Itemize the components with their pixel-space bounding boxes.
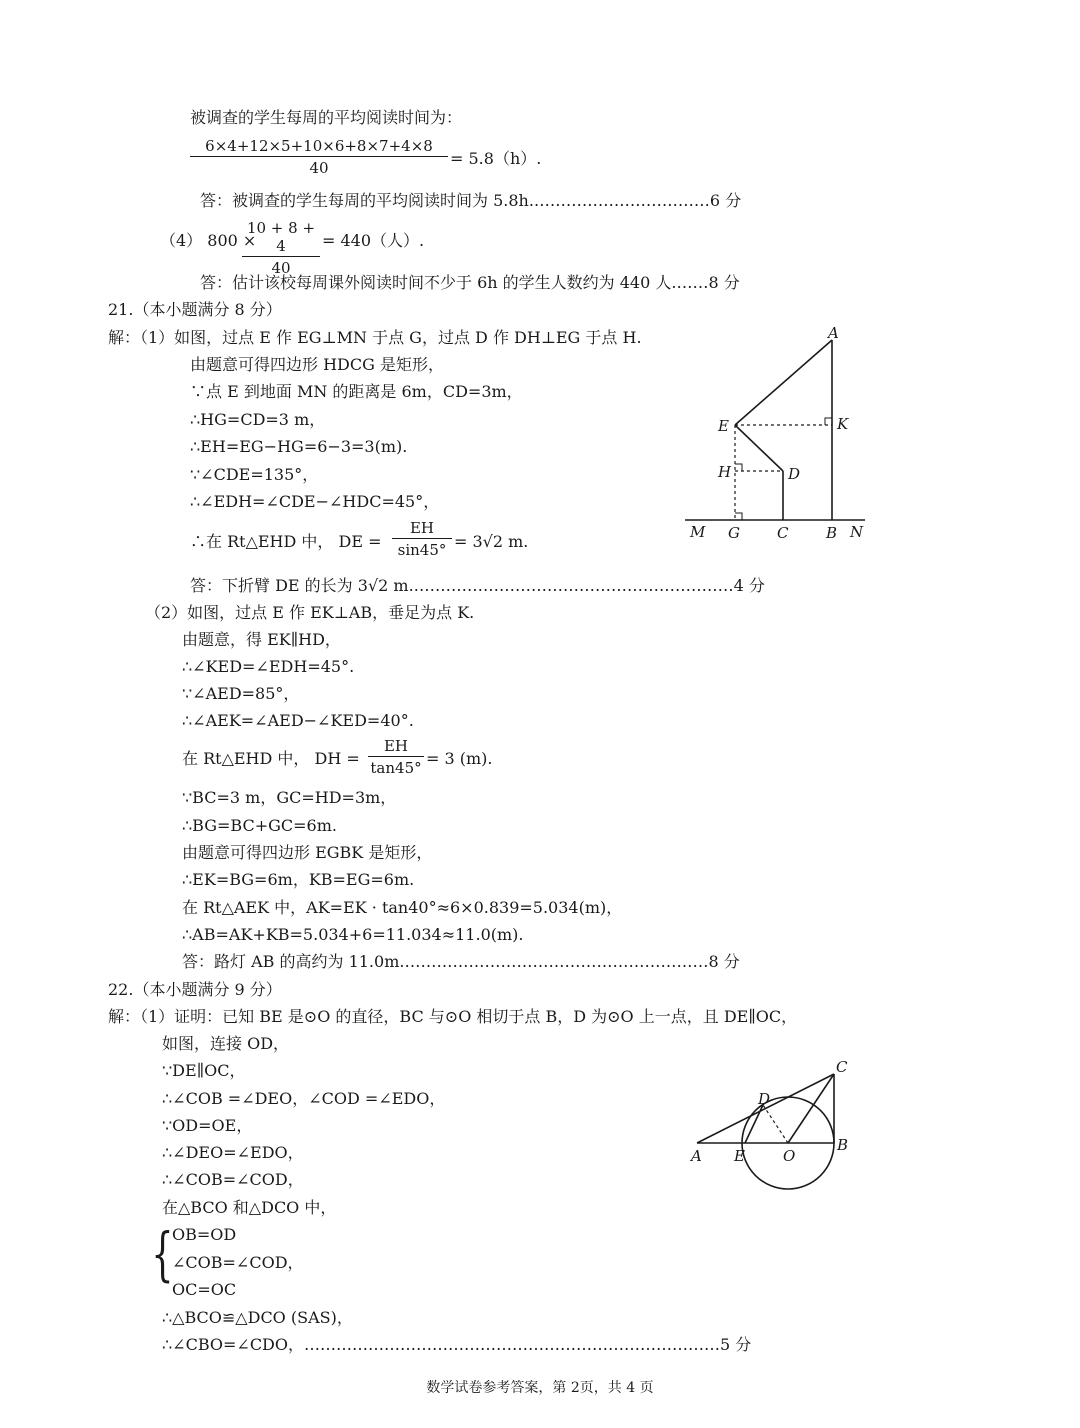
avg-result: = 5.8（h）. — [450, 149, 542, 168]
avg-denominator: 40 — [309, 159, 329, 177]
q22-line: 如图，连接 OD， — [162, 1034, 290, 1053]
q21-answer-1: 答：下折臂 DE 的长为 3√2 m.……………………………………………………4 分 — [190, 576, 765, 595]
q21-de-prefix: ∴在 Rt△EHD 中， DE = — [190, 532, 382, 551]
label-e: E — [734, 1147, 745, 1165]
label-a: A — [691, 1147, 702, 1165]
q21-line: 由题意，得 EK∥HD， — [182, 630, 341, 649]
q21-line: ∴AB=AK+KB=5.034+6=11.034≈11.0(m). — [182, 925, 524, 944]
q21-line: ∴EK=BG=6m，KB=EG=6m. — [182, 870, 415, 889]
q22-line: ∴∠CBO=∠CDO，……………………………………………………………………5 分 — [162, 1335, 752, 1354]
part4-answer: 答：估计该校每周课外阅读时间不少于 6h 的学生人数约为 440 人.……8 分 — [200, 273, 740, 292]
q21-dh-result: = 3 (m). — [426, 749, 493, 768]
q21-line: ∴∠AEK=∠AED−∠KED=40°. — [182, 711, 414, 730]
q21-de-numerator: EH — [392, 519, 452, 539]
label-m: M — [690, 523, 706, 541]
q21-line: 解：（1）如图，过点 E 作 EG⊥MN 于点 G，过点 D 作 DH⊥EG 于点 H. — [108, 328, 642, 347]
q21-header: 21.（本小题满分 8 分） — [108, 300, 282, 319]
streetlamp-figure — [680, 325, 870, 550]
label-b: B — [837, 1136, 849, 1154]
part4-fraction — [242, 219, 320, 277]
q21-line: 在 Rt△AEK 中，AK=EK · tan40°≈6×0.839=5.034(m)， — [182, 898, 623, 917]
system-brace: { — [151, 1220, 174, 1288]
q22-line: ∴∠DEO=∠EDO， — [162, 1143, 304, 1162]
q21-line: ∵BC=3 m，GC=HD=3m， — [182, 788, 397, 807]
label-d: D — [758, 1090, 771, 1108]
q22-line: ∴∠COB =∠DEO，∠COD =∠EDO， — [162, 1089, 446, 1108]
q21-line: ∴∠EDH=∠CDE−∠HDC=45°， — [190, 492, 440, 511]
part4-numerator: 10 + 8 + 4 — [242, 219, 320, 257]
q21-answer-2: 答：路灯 AB 的高约为 11.0m.…………………………………………………8 分 — [182, 952, 740, 971]
q21-line: （2）如图，过点 E 作 EK⊥AB，垂足为点 K. — [145, 603, 475, 622]
q21-line: 由题意可得四边形 HDCG 是矩形， — [190, 355, 444, 374]
label-c: C — [836, 1058, 848, 1076]
q21-line: ∵∠AED=85°， — [182, 684, 300, 703]
label-n: N — [850, 523, 864, 541]
part4-prefix: （4） 800 × — [160, 231, 257, 250]
part4-denominator: 40 — [271, 259, 291, 277]
q21-line: ∵点 E 到地面 MN 的距离是 6m，CD=3m， — [190, 382, 523, 401]
page-footer: 数学试卷参考答案，第 2页，共 4 页 — [426, 1380, 654, 1396]
q21-dh-numerator: EH — [368, 737, 424, 757]
q21-line: 由题意可得四边形 EGBK 是矩形， — [182, 843, 433, 862]
q21-dh-fraction — [368, 737, 424, 777]
q22-line: ∴△BCO≌△DCO (SAS)， — [162, 1308, 353, 1327]
q21-line: ∴BG=BC+GC=6m. — [182, 816, 337, 835]
circle-tangent-figure — [685, 1050, 865, 1200]
label-h: H — [718, 463, 732, 481]
label-a: A — [828, 325, 839, 342]
q22-line: ∵DE∥OC， — [162, 1061, 246, 1080]
label-e: E — [718, 417, 729, 435]
label-k: K — [837, 415, 849, 433]
part4-result: = 440（人）. — [322, 231, 425, 250]
q22-line: ∵OD=OE， — [162, 1116, 253, 1135]
label-c: C — [777, 524, 789, 542]
avg-fraction — [190, 137, 448, 177]
avg-numerator: 6×4+12×5+10×6+8×7+4×8 — [190, 137, 448, 157]
avg-intro: 被调查的学生每周的平均阅读时间为： — [190, 108, 463, 127]
q21-dh-prefix: 在 Rt△EHD 中， DH = — [182, 749, 360, 768]
q22-line: 解：（1）证明：已知 BE 是⊙O 的直径，BC 与⊙O 相切于点 B，D 为⊙O 上一点，且 DE∥OC， — [108, 1007, 798, 1026]
q22-line: 在△BCO 和△DCO 中， — [162, 1198, 337, 1217]
q21-de-denominator: sin45° — [397, 541, 447, 559]
avg-answer: 答：被调查的学生每周的平均阅读时间为 5.8h.……………………………6 分 — [200, 191, 742, 210]
q21-de-fraction — [392, 519, 452, 559]
label-d: D — [788, 465, 801, 483]
label-b: B — [826, 524, 838, 542]
q21-de-result: = 3√2 m. — [454, 532, 529, 551]
q21-dh-denominator: tan45° — [370, 759, 422, 777]
label-g: G — [728, 524, 740, 542]
q21-line: ∴EH=EG−HG=6−3=3(m). — [190, 437, 408, 456]
system-line: OB=OD — [172, 1225, 237, 1244]
q21-line: ∴HG=CD=3 m， — [190, 410, 326, 429]
q22-line: ∴∠COB=∠COD， — [162, 1170, 304, 1189]
q22-header: 22.（本小题满分 9 分） — [108, 980, 282, 999]
q21-line: ∵∠CDE=135°， — [190, 465, 319, 484]
system-line: ∠COB=∠COD， — [172, 1253, 304, 1272]
label-o: O — [783, 1147, 796, 1165]
q21-line: ∴∠KED=∠EDH=45°. — [182, 657, 355, 676]
system-line: OC=OC — [172, 1280, 237, 1299]
